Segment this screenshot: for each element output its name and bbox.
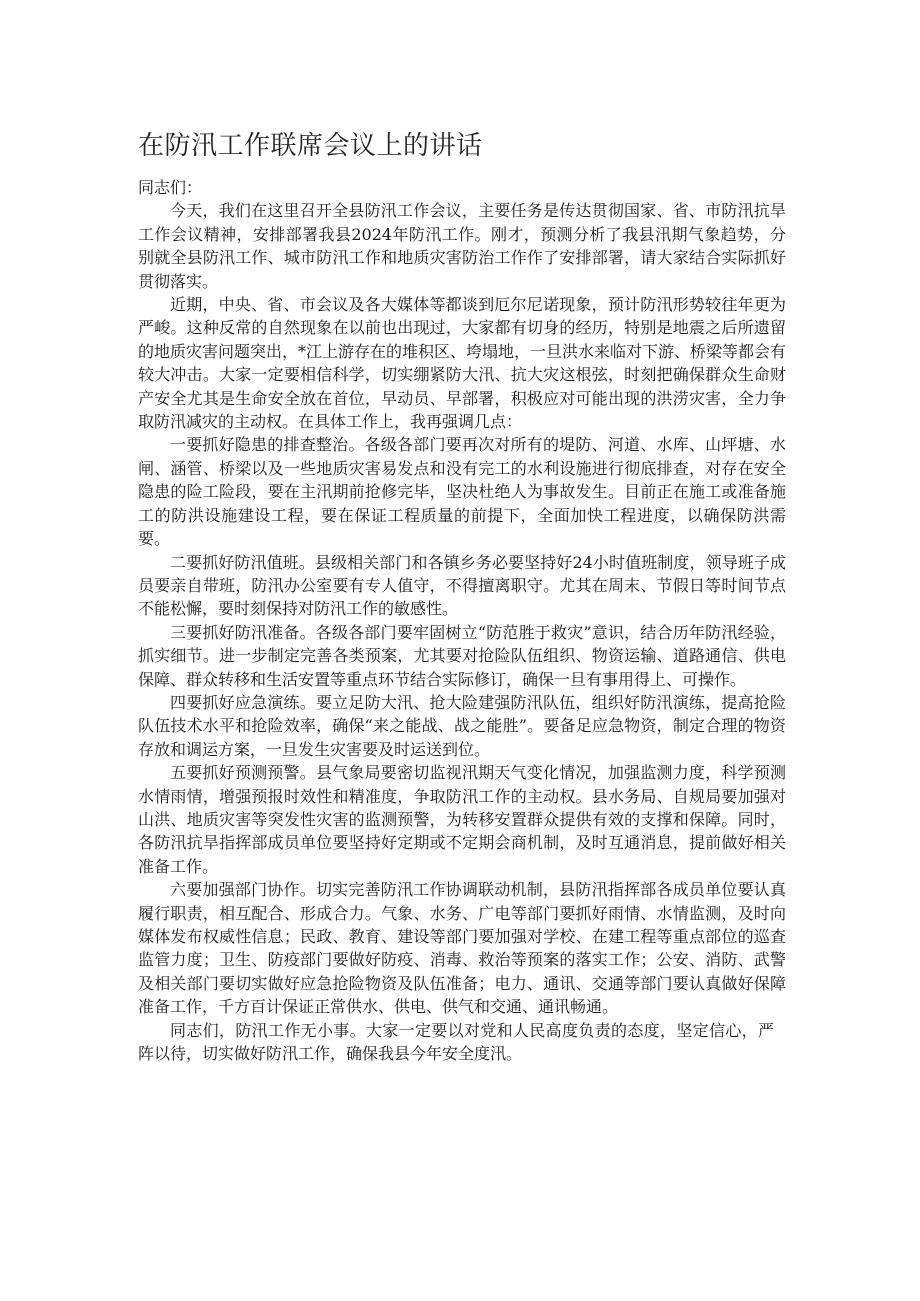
salutation: 同志们： — [138, 178, 203, 197]
paragraph-point-6-coordination: 六要加强部门协作。切实完善防汛工作协调联动机制，县防汛指挥部各成员单位要认真履行职责，相互配合、形成合力。气象、水务、广电等部门要抓好雨情、水情监测，及时向媒体发布权威性信息；民政、教育、建设等部门要加强对学校、在建工程等重点部位的巡查监管力度；卫生、防疫部门要做好防疫、消毒、救治等预案的落实工作；公安、消防、武警及相关部门要切实做好应急抢险物资及队伍准备；电力、通讯、交通等部门要认真做好保障准备工作，千方百计保证正常供水、供电、供气和交通、通讯畅通。 — [138, 880, 786, 1017]
paragraph-point-4-drills: 四要抓好应急演练。要立足防大汛、抢大险建强防汛队伍，组织好防汛演练，提高抢险队伍技术水平和抢险效率，确保“来之能战、战之能胜”。要备足应急物资，制定合理的物资存放和调运方案，一旦发生灾害要及时运送到位。 — [138, 692, 786, 759]
paragraph-point-1-hazard-inspection: 一要抓好隐患的排查整治。各级各部门要再次对所有的堤防、河道、水库、山坪塘、水闸、涵管、桥梁以及一些地质灾害易发点和没有完工的水利设施进行彻底排查，对存在安全隐患的险工险段，要在主汛期前抢修完毕，坚决杜绝人为事故发生。目前正在施工或准备施工的防洪设施建设工程，要在保证工程质量的前提下，全面加快工程进度，以确保防洪需要。 — [138, 435, 786, 549]
paragraph-point-3-preparation: 三要抓好防汛准备。各级各部门要牢固树立“防范胜于救灾”意识，结合历年防汛经验，抓实细节。进一步制定完善各类预案，尤其要对抢险队伍组织、物资运输、道路通信、供电保障、群众转移和生活安置等重点环节结合实际修订，确保一旦有事用得上、可操作。 — [138, 622, 786, 689]
paragraph-situation: 近期，中央、省、市会议及各大媒体等都谈到厄尔尼诺现象，预计防汛形势较往年更为严峻。这种反常的自然现象在以前也出现过，大家都有切身的经历，特别是地震之后所遗留的地质灾害问题突出，*江上游存在的堆积区、垮塌地，一旦洪水来临对下游、桥梁等都会有较大冲击。大家一定要相信科学，切实绷紧防大汛、抗大灾这根弦，时刻把确保群众生命财产安全尤其是生命安全放在首位，早动员、早部署，积极应对可能出现的洪涝灾害，全力争取防汛减灾的主动权。在具体工作上，我再强调几点： — [138, 295, 787, 432]
paragraph-opening: 今天，我们在这里召开全县防汛工作会议，主要任务是传达贯彻国家、省、市防汛抗旱工作会议精神，安排部署我县2024年防汛工作。刚才，预测分析了我县汛期气象趋势，分别就全县防汛工作、城市防汛工作和地质灾害防治工作作了安排部署，请大家结合实际抓好贯彻落实。 — [138, 201, 786, 291]
paragraph-point-2-duty: 二要抓好防汛值班。县级相关部门和各镇乡务必要坚持好24小时值班制度，领导班子成员要亲自带班，防汛办公室要有专人值守，不得擅离职守。尤其在周末、节假日等时间节点不能松懈，要时刻保持对防汛工作的敏感性。 — [138, 552, 786, 619]
document-title: 在防汛工作联席会议上的讲话 — [138, 131, 483, 161]
paragraph-closing: 同志们，防汛工作无小事。大家一定要以对党和人民高度负责的态度，坚定信心，严阵以待，切实做好防汛工作，确保我县今年安全度汛。 — [138, 1020, 774, 1064]
paragraph-point-5-forecast: 五要抓好预测预警。县气象局要密切监视汛期天气变化情况，加强监测力度，科学预测水情雨情，增强预报时效性和精准度，争取防汛工作的主动权。县水务局、自规局要加强对山洪、地质灾害等突发性灾害的监测预警，为转移安置群众提供有效的支撑和保障。同时，各防汛抗旱指挥部成员单位要坚持好定期或不定期会商机制，及时互通消息，提前做好相关准备工作。 — [138, 763, 786, 876]
document-page — [138, 128, 786, 1065]
